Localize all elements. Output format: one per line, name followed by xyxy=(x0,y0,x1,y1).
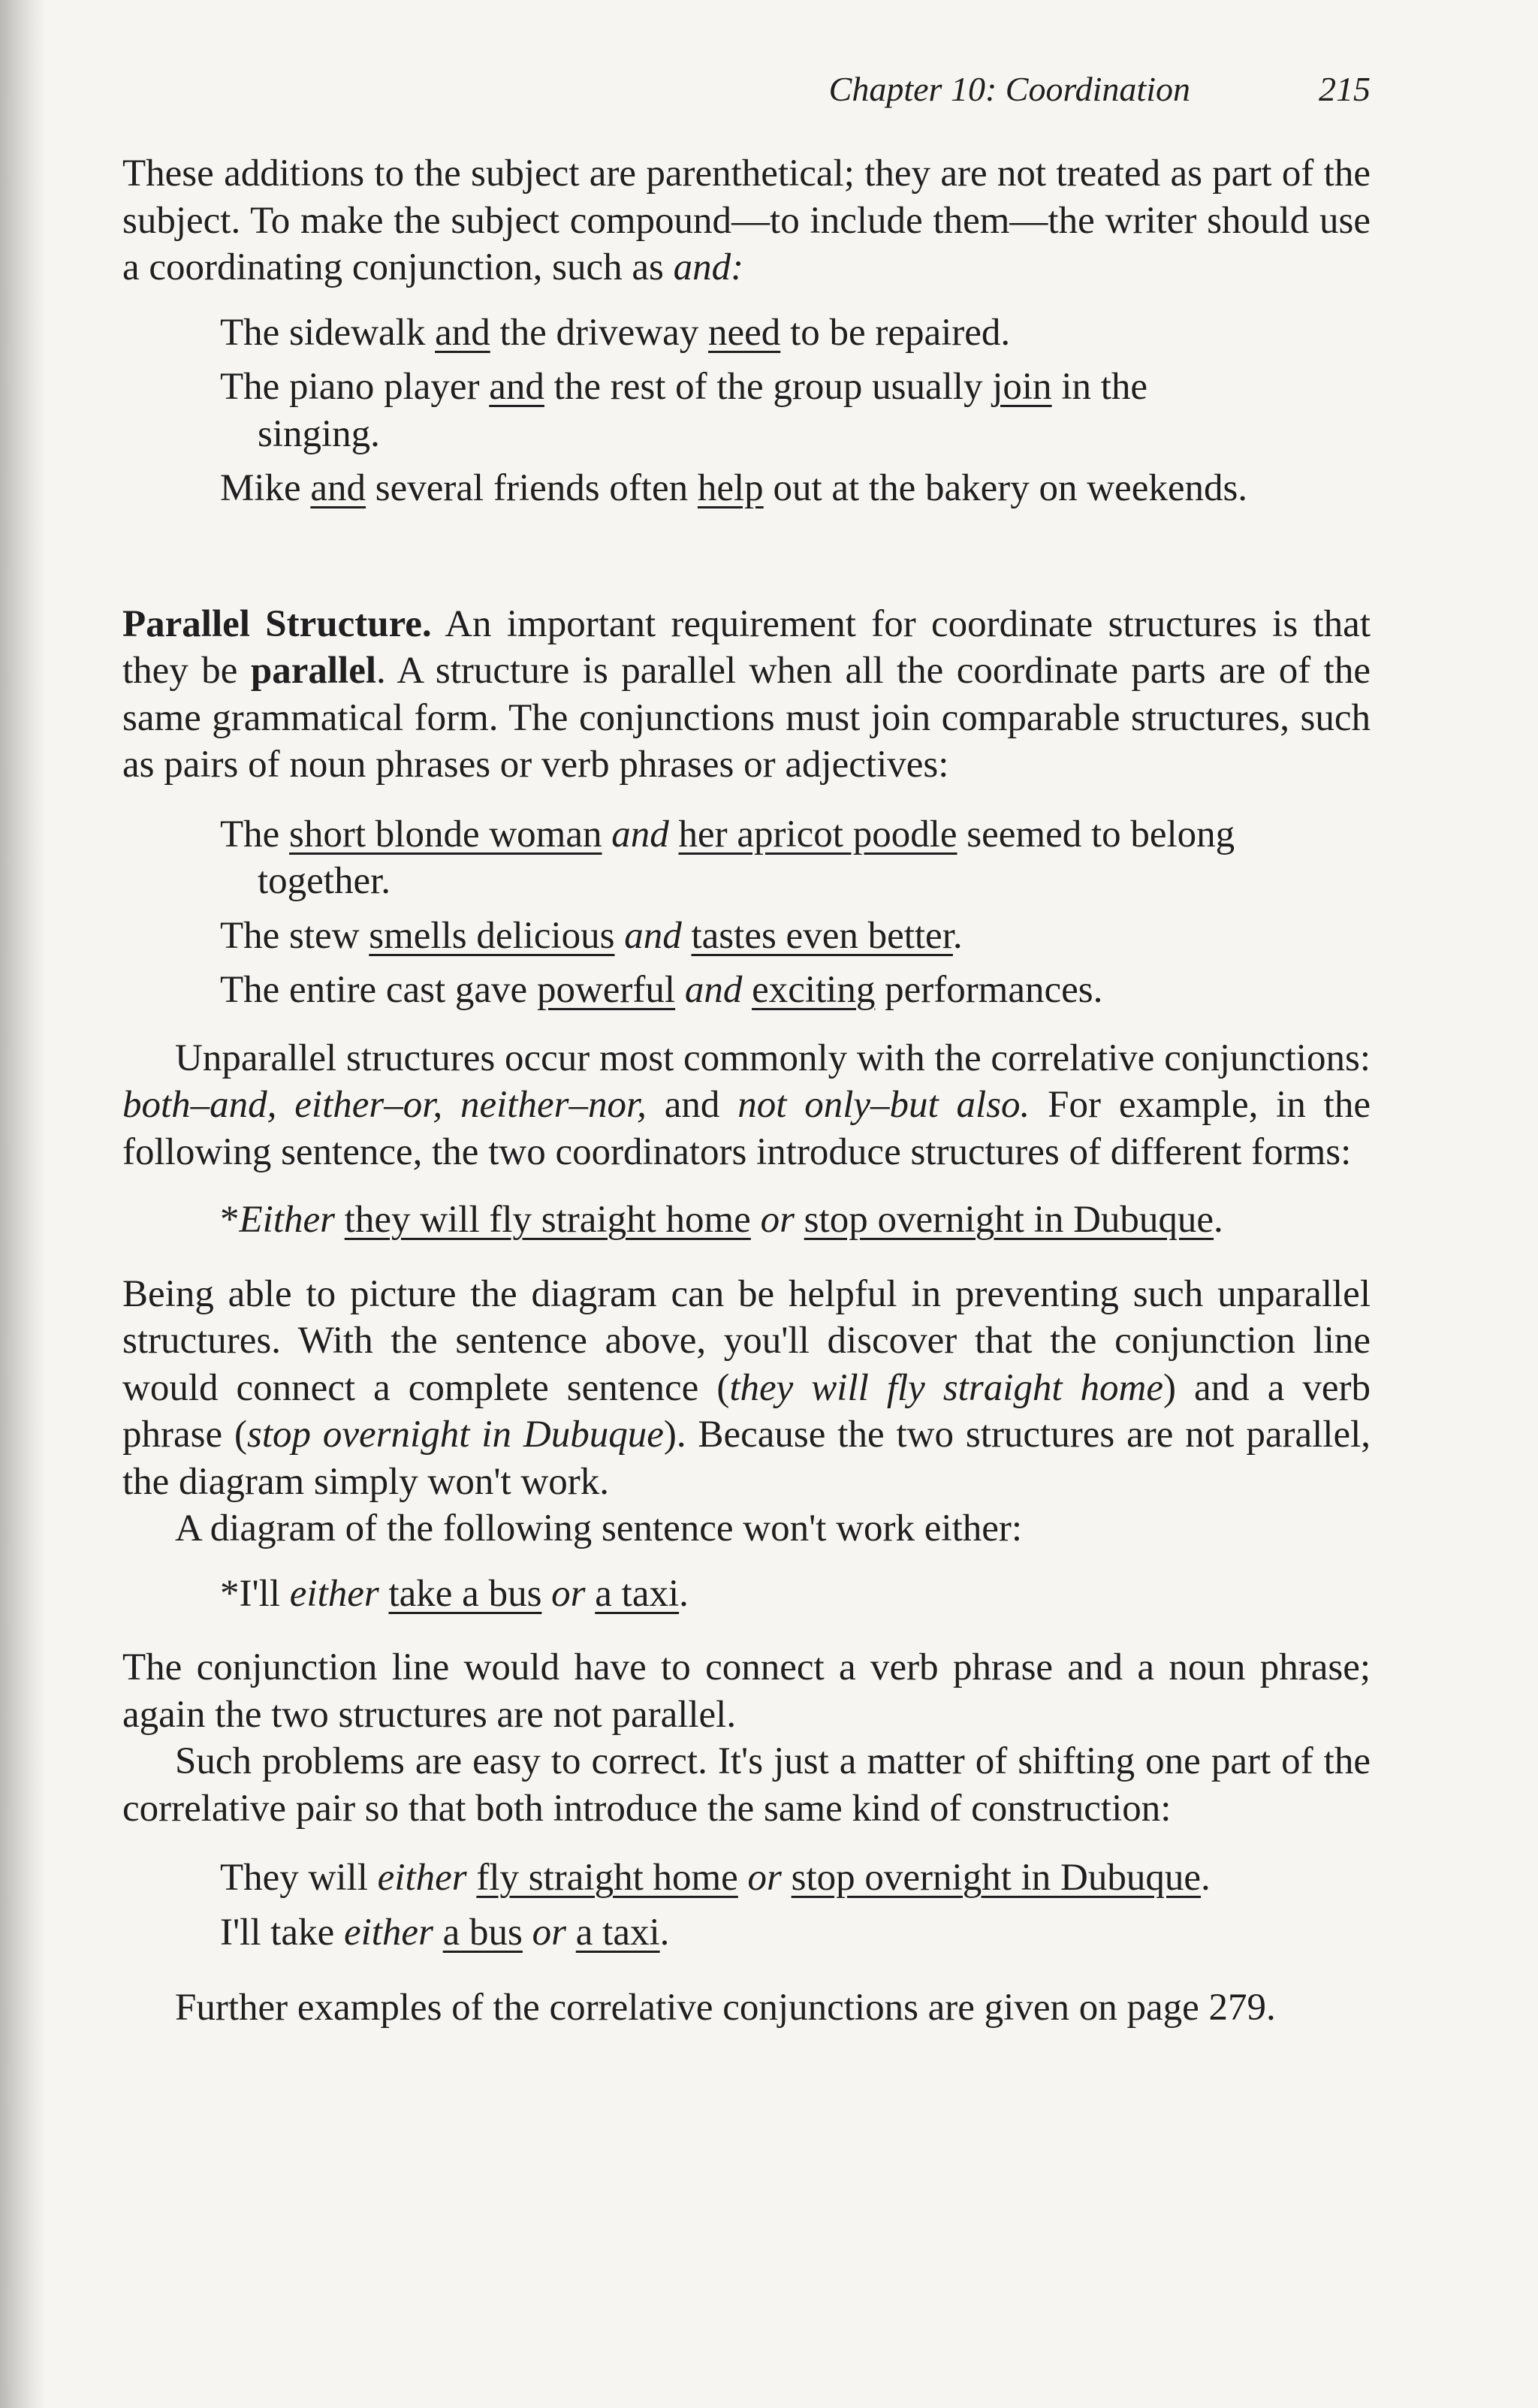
examples-parallel xyxy=(122,811,1371,1014)
example-mike: Mike and several friends often help out at the bakery on weekends. xyxy=(220,467,1248,509)
diagram-paragraph: Being able to picture the diagram can be helpful in preventing such unparallel structures. With the sentence above, you'll discover that the conjunction line would connect a complete sentence (they will fly straight home) and a verb phrase (stop overnight in Dubuque). Because the two structures are not parallel, the diagram simply won't work. xyxy=(122,1272,1371,1503)
section-heading: Parallel Structure. xyxy=(122,602,432,645)
running-head xyxy=(122,69,1371,114)
intro-paragraph xyxy=(122,150,1371,291)
examples-compound-subject xyxy=(122,309,1371,512)
example-stew: The stew smells delicious and tastes even better. xyxy=(220,914,963,957)
diagram-paragraph-2: A diagram of the following sentence won't work either: xyxy=(175,1507,1023,1550)
intro-text: These additions to the subject are parenthetical; they are not treated as part of the subject. To make the subject compound—to include them—the writer should use a coordinating conjunction, such as xyxy=(122,152,1371,288)
page-number: 215 xyxy=(1319,70,1371,108)
conjunction-line-paragraph: The conjunction line would have to connect a verb phrase and a noun phrase; again the two structures are not parallel. xyxy=(122,1646,1371,1736)
intro-and: and: xyxy=(673,246,744,288)
example-piano: The piano player and the rest of the group usually join in the singing. xyxy=(220,366,1148,455)
correction-paragraph: Such problems are easy to correct. It's just a matter of shifting one part of the correlative pair so that both introduce the same kind of construction: xyxy=(122,1740,1371,1830)
book-page xyxy=(122,69,1371,2032)
parallel-structure-paragraph: Parallel Structure. An important requirement for coordinate structures is that they be parallel. A structure is parallel when all the coordinate parts are of the same grammatical form. The conjunctions must join comparable structures, such as pairs of noun phrases or verb phrases or adjectives: xyxy=(122,602,1371,786)
example-cast: The entire cast gave powerful and exciting performances. xyxy=(220,969,1103,1011)
examples-corrected xyxy=(122,1854,1371,1956)
example-taxi-bad: *I'll either take a bus or a taxi. xyxy=(220,1572,689,1615)
page-spine-shadow xyxy=(0,0,45,2408)
final-paragraph: Further examples of the correlative conjunctions are given on page 279. xyxy=(175,1987,1276,2029)
example-dubuque-bad: *Either they will fly straight home or stop overnight in Dubuque. xyxy=(220,1199,1223,1241)
example-dubuque-fixed: They will either fly straight home or stop overnight in Dubuque. xyxy=(220,1857,1211,1899)
unparallel-paragraph: Unparallel structures occur most commonly with the correlative conjunctions: both–and, either–or, neither–nor, and not only–but also. For example, in the following sentence, the two coordinators introduce structures of different forms: xyxy=(122,1037,1371,1173)
example-blonde-woman: The short blonde woman and her apricot poodle seemed to belong together. xyxy=(220,813,1235,902)
example-taxi-fixed: I'll take either a bus or a taxi. xyxy=(220,1911,670,1954)
chapter-title: Chapter 10: Coordination xyxy=(828,70,1190,108)
example-sidewalk: The sidewalk and the driveway need to be repaired. xyxy=(220,311,1011,354)
